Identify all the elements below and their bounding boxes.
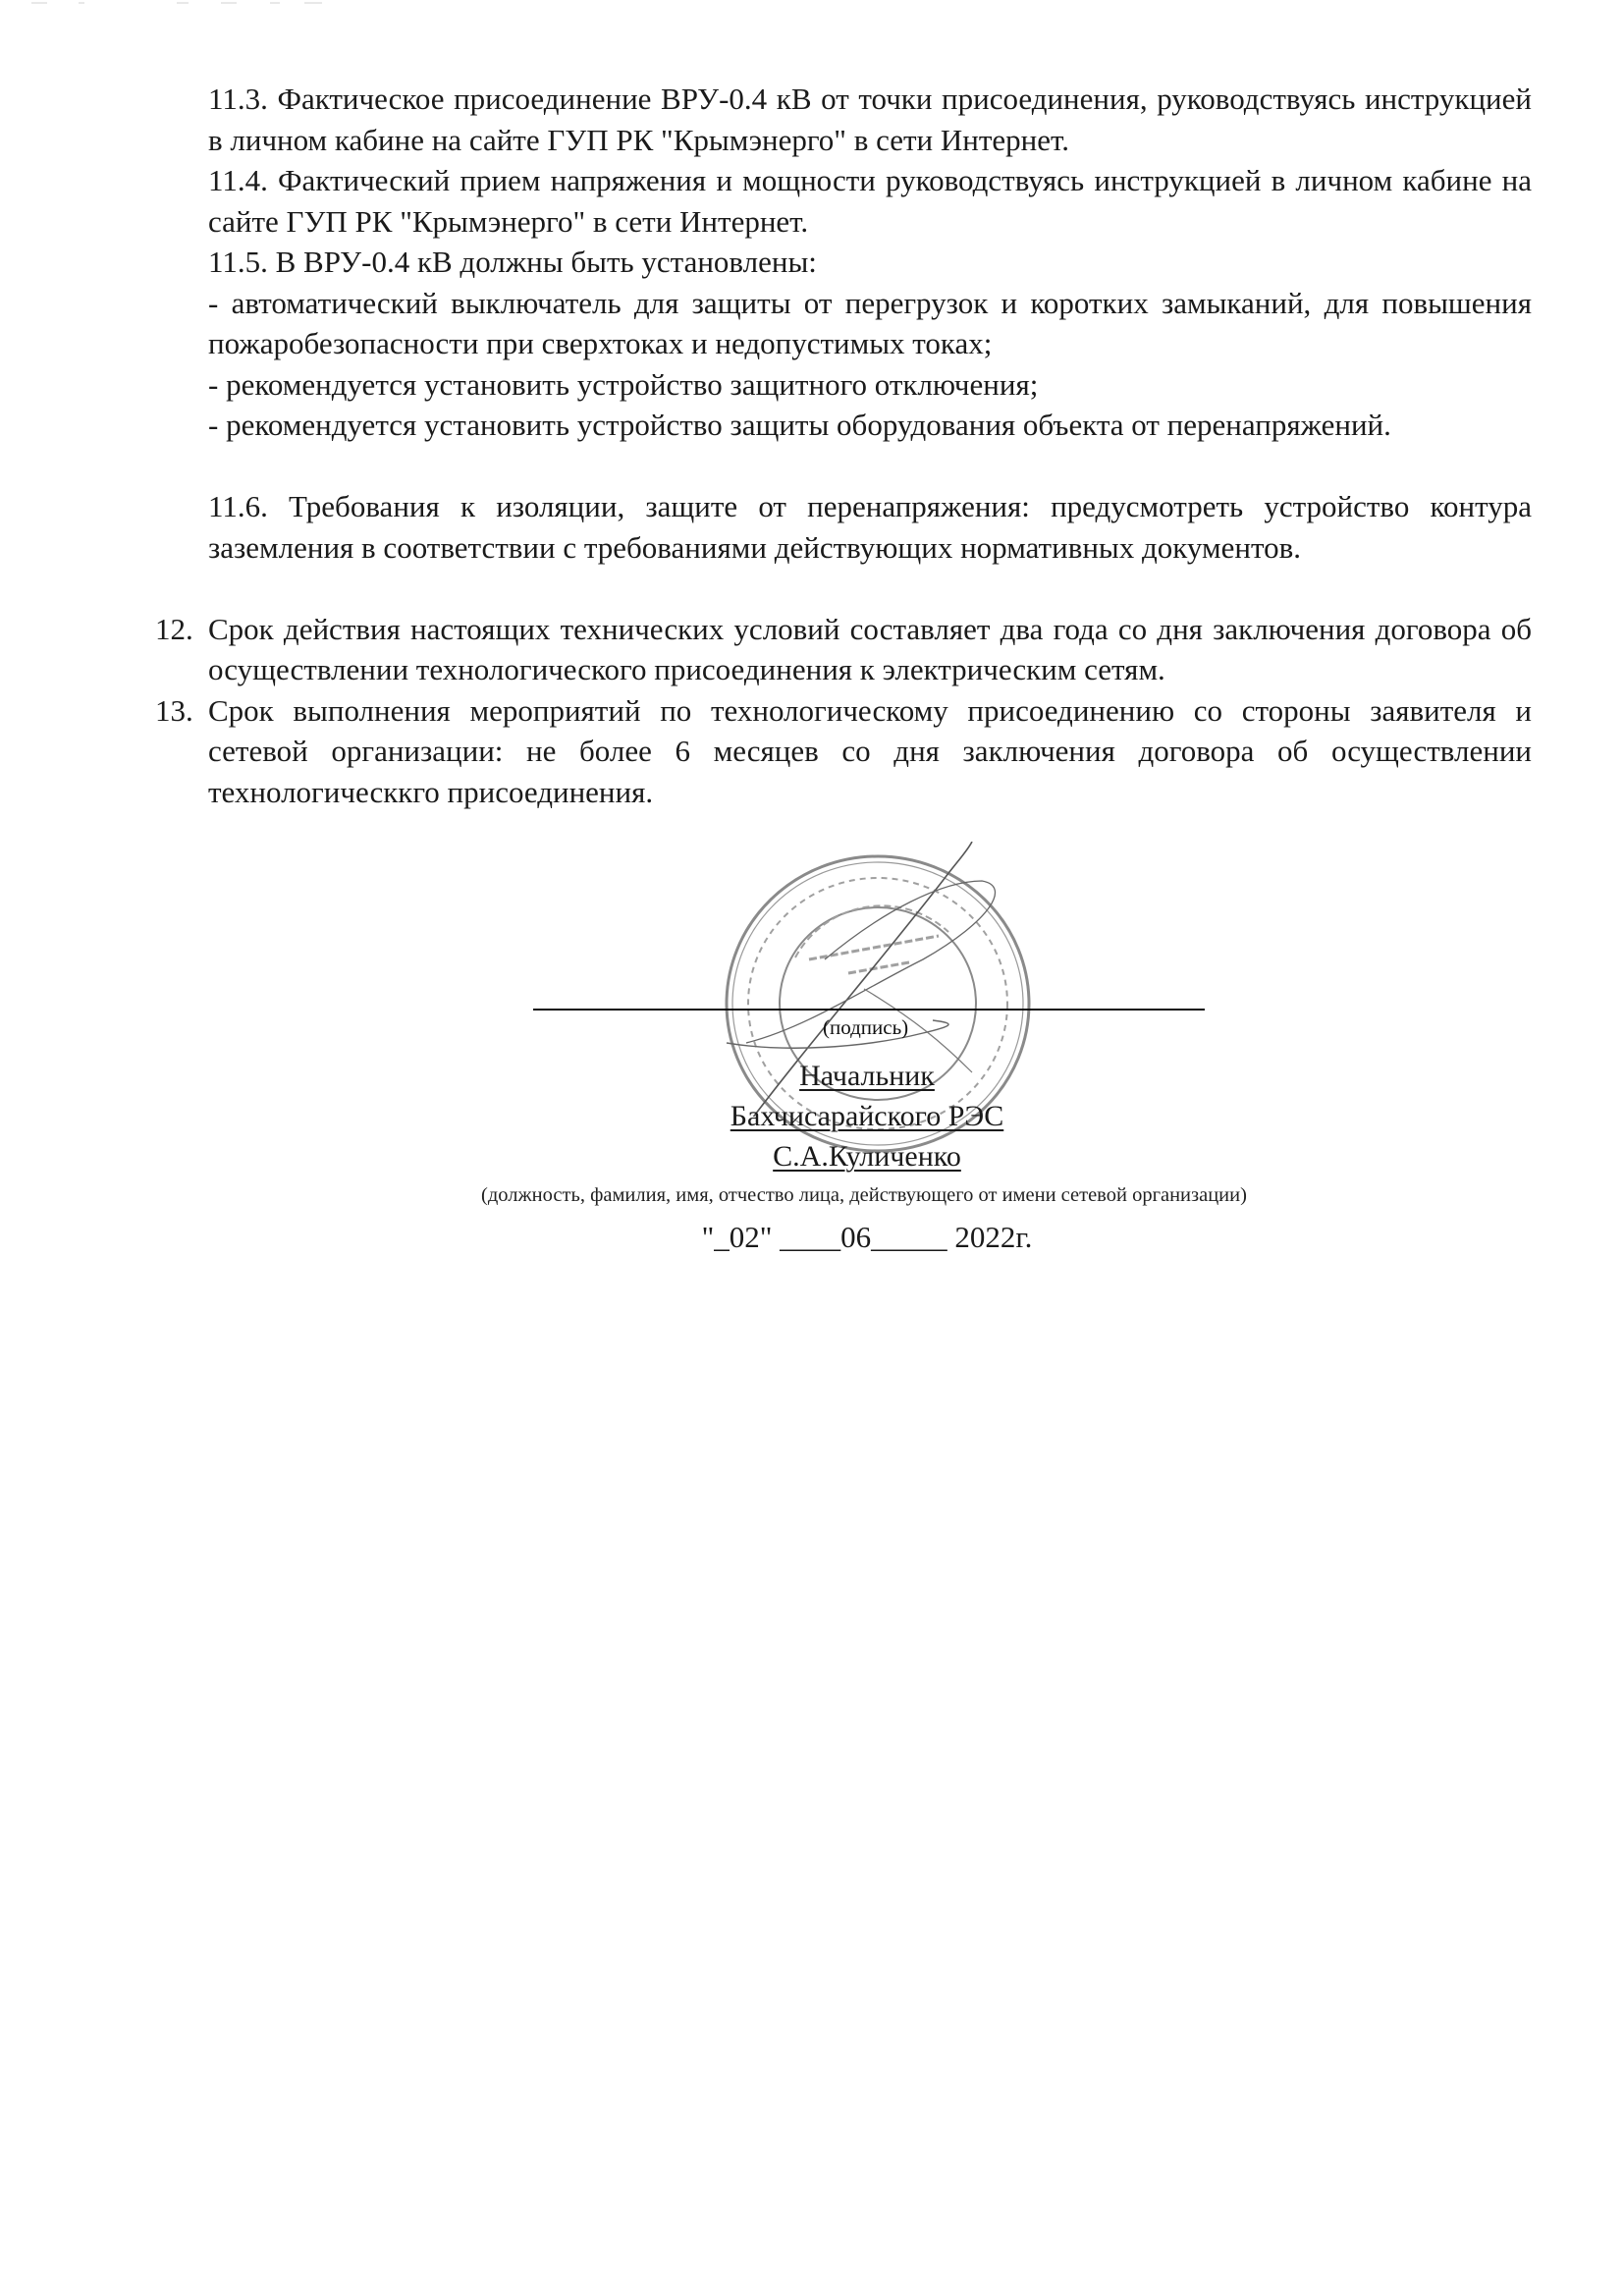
paragraph-gap <box>208 568 1532 609</box>
paragraph-11-4: 11.4. Фактический прием напряжения и мощности руководствуясь инструкцией в личном кабине на сайте ГУП РК "Крымэнерго" в сети Интернет. <box>208 163 1532 239</box>
list-item-circuit-breaker: - автоматический выключатель для защиты от перегрузок и коротких замыканий, для повышения пожаробезопасности при сверхтоках и недопустимых токах; <box>208 285 1532 360</box>
signature-line <box>533 1009 1205 1011</box>
list-item-surge-protection: - рекомендуется установить устройство защиты оборудования объекта от перенапряжений. <box>208 408 1391 442</box>
paragraph-11-3: 11.3. Фактическое присоединение ВРУ-0.4 кВ от точки присоединения, руководствуясь инструкцией в личном кабине на сайте ГУП РК "Крымэнерго" в сети Интернет. <box>208 82 1532 157</box>
paragraph-11-5: 11.5. В ВРУ-0.4 кВ должны быть установлены: <box>208 245 817 279</box>
document-body <box>0 0 1623 812</box>
item-number: 13. <box>155 692 193 728</box>
numbered-item-12 <box>155 609 1532 690</box>
position-line-1: Начальник <box>799 1060 935 1092</box>
numbered-item-13 <box>155 690 1532 813</box>
numbered-list <box>155 609 1532 813</box>
item-text: Срок действия настоящих технических условий составляет два года со дня заключения договора об осуществлении технологического присоединения к электрическим сетям. <box>208 611 1532 686</box>
position-department <box>572 1096 1162 1136</box>
signature-caption: (подпись) <box>823 1015 909 1039</box>
signatory-name <box>572 1136 1162 1176</box>
signature-block <box>0 1009 1623 1257</box>
paragraph-gap <box>208 446 1532 487</box>
item-text: Срок выполнения мероприятий по технологическому присоединению со стороны заявителя и сетевой организации: не более 6 месяцев со дня заключения договора об осуществлении технологическкго присоединения. <box>208 692 1532 809</box>
role-caption: (должность, фамилия, имя, отчество лица, действующего от имени сетевой организации) <box>481 1184 1247 1206</box>
position-title <box>572 1056 1162 1096</box>
stamp-center-lettering <box>809 936 939 973</box>
paragraph-11-6: 11.6. Требования к изоляции, защите от перенапряжения: предусмотреть устройство контура заземления в соответствии с требованиями действующих нормативных документов. <box>208 489 1532 565</box>
name-text: С.А.Куличенко <box>773 1140 961 1173</box>
signature-date: "_02" ____06_____ 2022г. <box>701 1220 1033 1254</box>
signature-area <box>0 842 1623 1293</box>
item-number: 12. <box>155 611 193 646</box>
list-item-rcd: - рекомендуется установить устройство защитного отключения; <box>208 366 1039 402</box>
position-line-2: Бахчисарайского РЭС <box>730 1100 1004 1132</box>
